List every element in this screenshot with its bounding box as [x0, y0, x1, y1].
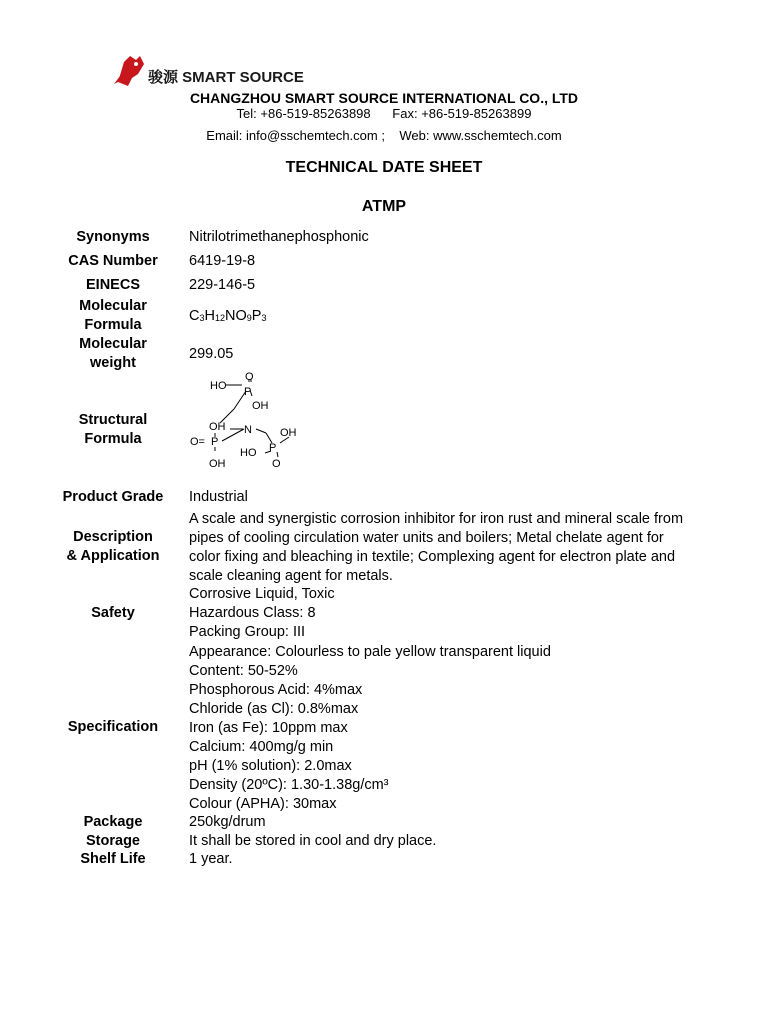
struct-o-top: O [245, 371, 254, 383]
struct-ho-top: HO [210, 380, 227, 392]
product-name: ATMP [361, 198, 407, 215]
storage-label: Storage [86, 833, 140, 849]
struct-p-right: P [269, 442, 277, 454]
storage-value: It shall be stored in cool and dry place. [189, 833, 437, 849]
struct-p-left: P [211, 436, 219, 448]
document-title: TECHNICAL DATE SHEET [285, 159, 483, 176]
specification-value: Appearance: Colourless to pale yellow transparent liquid Content: 50-52% Phosphorous Acid: 4%max Chloride (as Cl): 0.8%max Iron (as Fe): 10ppm max Calcium: 400mg/g min pH (1% solution): 2.0max Density (20ºC): 1.30-1.38g/cm³ Colour (APHA): 30max [189, 644, 551, 812]
einecs-label: EINECS [86, 277, 140, 293]
structural-formula-diagram [186, 371, 306, 473]
synonyms-value: Nitrilotrimethanephosphonic [189, 229, 369, 245]
synonyms-label: Synonyms [76, 229, 150, 245]
struct-oh-right: OH [280, 427, 297, 439]
structural-formula-label: Structural Formula [78, 412, 148, 447]
safety-value: Corrosive Liquid, Toxic Hazardous Class: 8 Packing Group: III [189, 586, 335, 640]
molecular-formula-value: $C_3H_{12}NO_9P_3$ [189, 308, 267, 324]
logo-text: 骏源 SMART SOURCE [148, 69, 304, 86]
molecular-weight-value: 299.05 [189, 346, 234, 362]
molecular-weight-label: Molecular weight [79, 336, 147, 371]
molecular-formula-label: Molecular Formula [79, 298, 147, 333]
shelf-life-label: Shelf Life [80, 851, 146, 867]
safety-label: Safety [91, 605, 135, 621]
struct-oh-left-bottom: OH [209, 458, 226, 470]
product-grade-value: Industrial [189, 489, 248, 505]
package-value: 250kg/drum [189, 814, 266, 830]
shelf-life-value: 1 year. [189, 851, 233, 867]
struct-p-top: P [244, 386, 252, 398]
struct-oh-top: OH [252, 400, 269, 412]
cas-label: CAS Number [68, 253, 158, 269]
struct-oh-left: OH [209, 421, 226, 433]
description-label: Description & Application [66, 529, 160, 564]
cas-value: 6419-19-8 [189, 253, 256, 269]
struct-ho-right: HO [240, 447, 257, 459]
specification-label: Specification [67, 719, 159, 735]
struct-o-left: O= [190, 436, 205, 448]
einecs-value: 229-146-5 [189, 277, 256, 293]
package-label: Package [83, 814, 143, 830]
description-value: A scale and synergistic corrosion inhibitor for iron rust and mineral scale from pipes of cooling circulation water units and boilers; Metal chelate agent for color fixing and bleaching in textile; Complexing agent for electron plate and scale cleaning agent for metals. [189, 511, 684, 584]
company-name: CHANGZHOU SMART SOURCE INTERNATIONAL CO., LTD [189, 90, 579, 106]
struct-o-right: O [272, 458, 281, 470]
struct-n: N [244, 424, 252, 436]
product-grade-label: Product Grade [62, 489, 164, 505]
company-logo [114, 52, 304, 92]
contact-email-web: Email: info@sschemtech.com ; Web: www.sschemtech.com [206, 128, 562, 143]
contact-phone-fax: Tel: +86-519-85263898 Fax: +86-519-85263899 [236, 106, 532, 121]
